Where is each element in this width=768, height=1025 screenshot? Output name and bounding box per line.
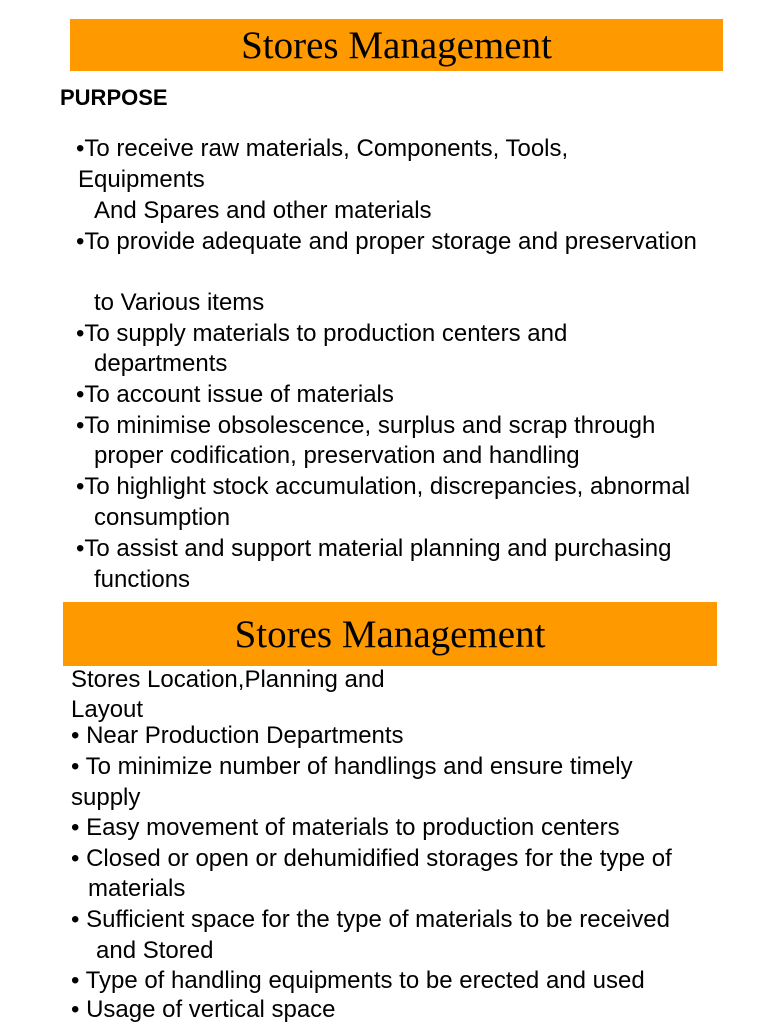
slide1-title-banner [70,19,723,71]
slide1-line-13: •To assist and support material planning and purchasing [76,535,672,562]
purpose-heading: PURPOSE [60,85,168,110]
slide2-line-2: Layout [71,696,144,723]
slide1-line-3: And Spares and other materials [94,197,432,224]
slide2-title: Stores Management [234,612,546,656]
slide1-line-4: •To provide adequate and proper storage and preservation [76,228,697,255]
slide2-line-9: • Sufficient space for the type of materials to be received [71,906,670,933]
slide2-line-6: • Easy movement of materials to production centers [71,814,620,841]
slide1-line-5: to Various items [94,289,265,316]
slide1-line-1: •To receive raw materials, Components, Tools, [76,135,569,162]
slide1-line-2: Equipments [78,166,205,193]
slide2-line-4: • To minimize number of handlings and ensure timely [71,753,633,780]
slide2-line-3: • Near Production Departments [71,722,404,749]
slide2-line-11: • Type of handling equipments to be erected and used [71,967,645,994]
slide2-line-12: • Usage of vertical space [71,996,336,1023]
slide2-line-8: materials [88,875,186,902]
slide1-line-8: •To account issue of materials [76,381,394,408]
slide1-line-9: •To minimise obsolescence, surplus and scrap through [76,412,656,439]
slide1-title: Stores Management [241,23,552,67]
slide1-line-11: •To highlight stock accumulation, discrepancies, abnormal [76,473,691,500]
slide1-line-14: functions [94,566,191,593]
slide2-title-banner [63,602,717,666]
slide1-line-6: •To supply materials to production centers and [76,320,568,347]
slide2-line-10: and Stored [96,937,214,964]
slide2-line-7: • Closed or open or dehumidified storages for the type of [71,845,672,872]
slide1-line-10: proper codification, preservation and handling [94,442,580,469]
slide1-line-7: departments [94,350,228,377]
slide1-body [0,130,768,593]
slide2-line-5: supply [71,784,141,811]
slide1-line-12: consumption [94,504,231,531]
slide2-line-1: Stores Location,Planning and [71,666,385,693]
